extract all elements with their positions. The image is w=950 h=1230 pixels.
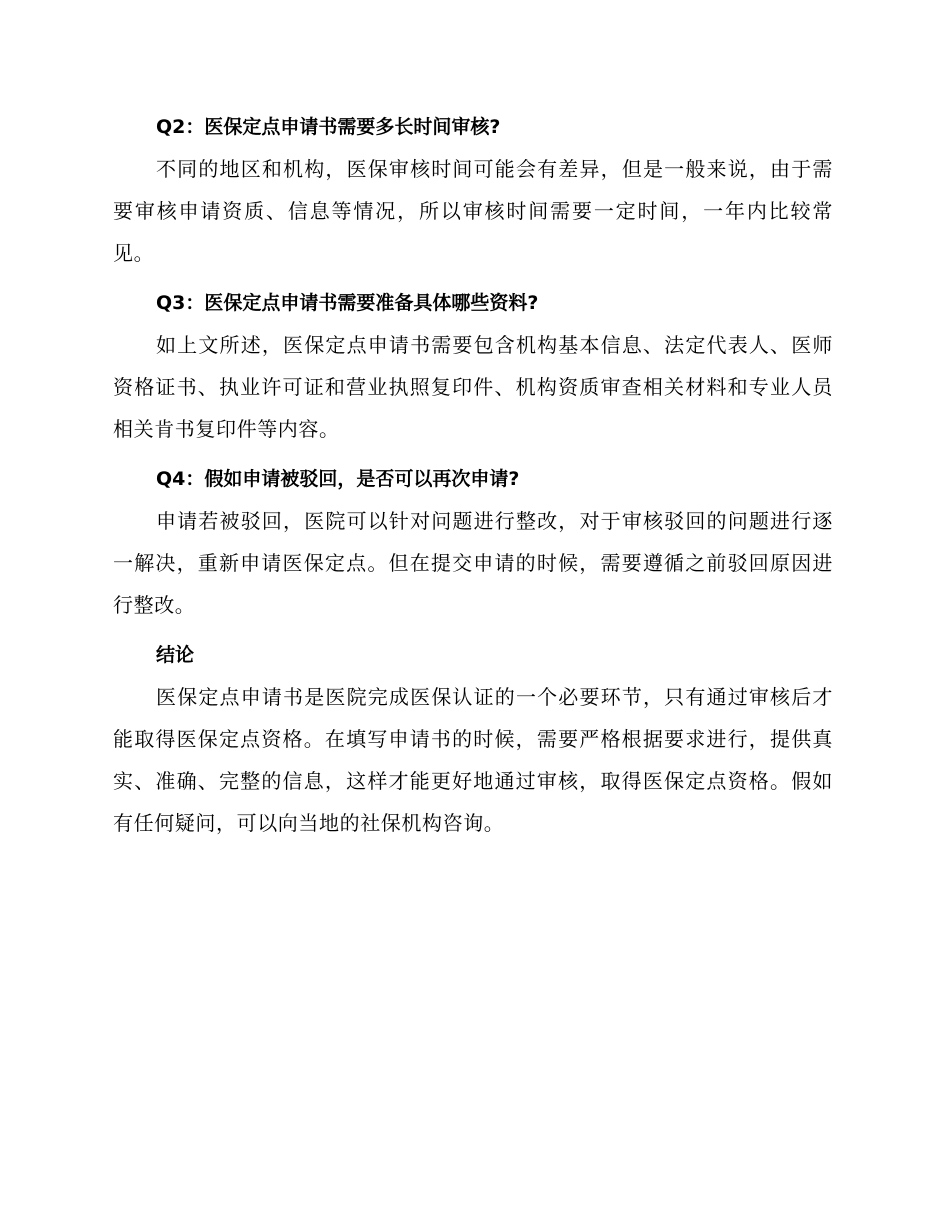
section-body-conclusion: 医保定点申请书是医院完成医保认证的一个必要环节，只有通过审核后才能取得医保定点资格。在填写申请书的时候，需要严格根据要求进行，提供真实、准确、完整的信息，这样才能更好地通过审核，取得医保定点资格。假如有任何疑问，可以向当地的社保机构咨询。 bbox=[113, 685, 833, 835]
section-body-q3: 如上文所述，医保定点申请书需要包含机构基本信息、法定代表人、医师资格证书、执业许可证和营业执照复印件、机构资质审查相关材料和专业人员相关肯书复印件等内容。 bbox=[113, 333, 833, 441]
section-body-q2: 不同的地区和机构，医保审核时间可能会有差异，但是一般来说，由于需要审核申请资质、信息等情况，所以审核时间需要一定时间，一年内比较常见。 bbox=[113, 157, 833, 265]
section-heading-q3: Q3：医保定点申请书需要准备具体哪些资料? bbox=[156, 292, 539, 314]
document-content bbox=[113, 106, 833, 852]
section-heading-q4: Q4：假如申请被驳回，是否可以再次申请? bbox=[156, 468, 520, 490]
section-body-q4: 申请若被驳回，医院可以针对问题进行整改，对于审核驳回的问题进行逐一解决，重新申请医保定点。但在提交申请的时候，需要遵循之前驳回原因进行整改。 bbox=[113, 509, 833, 617]
section-heading-conclusion: 结论 bbox=[156, 644, 195, 666]
section-heading-q2: Q2：医保定点申请书需要多长时间审核? bbox=[156, 116, 501, 138]
